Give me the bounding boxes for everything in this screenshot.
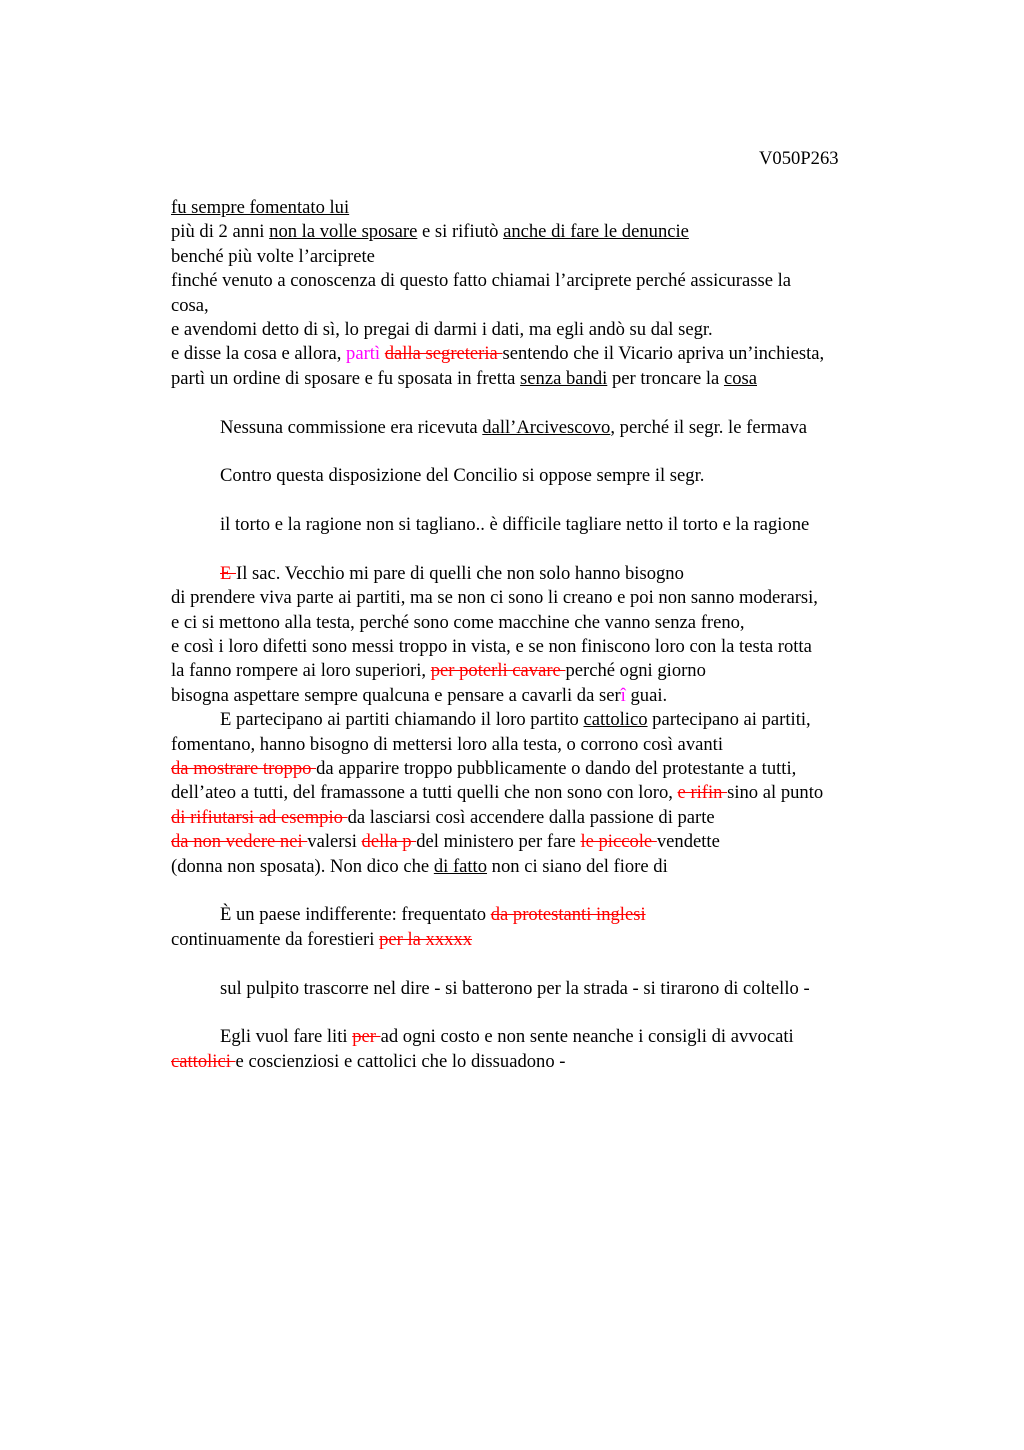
- text-segment: non ci siano del fiore di: [487, 855, 668, 877]
- text-segment: vendette: [656, 831, 720, 853]
- text-segment: cosa,: [171, 294, 209, 316]
- text-segment: , perché il segr. le fermava: [610, 416, 808, 438]
- deleted-text: da mostrare troppo: [171, 757, 317, 779]
- text-segment: per troncare la: [607, 367, 724, 389]
- text-segment: e si rifiutò: [417, 221, 504, 243]
- text-line: [171, 269, 906, 293]
- paragraph-gap: [171, 489, 906, 513]
- text-segment: guai.: [625, 684, 668, 706]
- text-segment: partì un ordine di sposare e fu sposata in fretta: [171, 367, 521, 389]
- text-segment: da lasciarsi così accendere dalla passione di parte: [347, 806, 715, 828]
- text-segment: e così i loro difetti sono messi troppo in vista, e se non finiscono loro con la testa rotta: [171, 636, 812, 658]
- deleted-text: per la xxxxx: [379, 928, 473, 950]
- text-segment: ad ogni costo e non sente neanche i consigli di avvocati: [380, 1026, 794, 1048]
- text-segment: fomentano, hanno bisogno di mettersi loro alla testa, o corrono così avanti: [171, 733, 723, 755]
- text-line: [171, 464, 906, 488]
- underlined-text: anche di fare le denuncie: [503, 221, 689, 243]
- text-segment: e avendomi detto di sì, lo pregai di darmi i dati, ma egli andò su dal segr.: [171, 318, 713, 340]
- text-segment: la fanno rompere ai loro superiori,: [171, 660, 431, 682]
- text-line: [171, 586, 906, 610]
- text-segment: benché più volte l’arciprete: [171, 245, 375, 267]
- text-line: [171, 294, 906, 318]
- text-line: [171, 513, 906, 537]
- text-line: [171, 733, 906, 757]
- deleted-text: e rifin: [677, 782, 728, 804]
- text-segment: sino al punto: [727, 782, 824, 804]
- paragraph-gap: [171, 1001, 906, 1025]
- text-line: [171, 196, 906, 220]
- text-segment: Nessuna commissione era ricevuta: [220, 416, 483, 438]
- deleted-text: di rifiutarsi ad esempio: [171, 806, 348, 828]
- text-segment: E partecipano ai partiti chiamando il loro partito: [220, 709, 584, 731]
- text-line: [171, 1050, 906, 1074]
- inserted-text: î: [620, 684, 626, 706]
- underlined-text: fu sempre fomentato lui: [171, 197, 350, 218]
- page-identifier: V050P263: [759, 148, 839, 169]
- deleted-text: per poterli cavare: [430, 660, 566, 682]
- text-line: [171, 1025, 906, 1049]
- deleted-text: per: [352, 1026, 381, 1048]
- text-line: [171, 220, 906, 244]
- text-line: [171, 367, 906, 391]
- text-line: [171, 830, 906, 854]
- underlined-text: cattolico: [583, 709, 648, 731]
- text-segment: e ci si mettono alla testa, perché sono come macchine che vanno senza freno,: [171, 611, 745, 633]
- text-segment: più di 2 anni: [171, 221, 270, 243]
- text-line: [171, 757, 906, 781]
- text-line: [171, 928, 906, 952]
- underlined-text: di fatto: [433, 855, 488, 877]
- paragraph-gap: [171, 879, 906, 903]
- text-segment: e disse la cosa e allora,: [171, 343, 347, 365]
- text-line: [171, 903, 906, 927]
- text-line: [171, 611, 906, 635]
- deleted-text: E: [220, 562, 237, 584]
- transcription-body: [171, 196, 906, 1074]
- text-line: [171, 659, 906, 683]
- paragraph-gap: [171, 391, 906, 415]
- deleted-text: da non vedere nei: [171, 831, 308, 853]
- text-segment: continuamente da forestieri: [171, 928, 380, 950]
- text-line: [171, 977, 906, 1001]
- text-segment: È un paese indifferente: frequentato: [220, 904, 491, 926]
- deleted-text: le piccole: [580, 831, 657, 853]
- text-line: [171, 855, 906, 879]
- inserted-text: partì: [346, 343, 381, 365]
- paragraph-gap: [171, 952, 906, 976]
- text-segment: del ministero per fare: [416, 831, 581, 853]
- text-segment: il torto e la ragione non si tagliano.. è difficile tagliare netto il torto e la ragione: [220, 514, 810, 536]
- underlined-text: senza bandi: [520, 367, 608, 389]
- deleted-text: cattolici: [171, 1050, 236, 1072]
- underlined-text: cosa: [723, 367, 757, 389]
- text-line: [171, 635, 906, 659]
- deleted-text: della p: [361, 831, 417, 853]
- text-line: [171, 416, 906, 440]
- text-line: [171, 806, 906, 830]
- text-line: [171, 684, 906, 708]
- text-segment: Contro questa disposizione del Concilio si oppose sempre il segr.: [220, 465, 705, 487]
- text-segment: e coscienziosi e cattolici che lo dissuadono -: [235, 1050, 566, 1072]
- text-segment: (donna non sposata). Non dico che: [171, 855, 434, 877]
- text-line: [171, 562, 906, 586]
- text-segment: partecipano ai partiti,: [647, 709, 811, 731]
- text-segment: da apparire troppo pubblicamente o dando del protestante a tutti,: [316, 757, 797, 779]
- text-segment: sentendo che il Vicario apriva un’inchiesta,: [502, 343, 825, 365]
- text-segment: perché ogni giorno: [565, 660, 706, 682]
- paragraph-gap: [171, 537, 906, 561]
- deleted-text: da protestanti inglesi: [490, 904, 646, 926]
- text-line: [171, 342, 906, 366]
- text-segment: bisogna aspettare sempre qualcuna e pensare a cavarli da ser: [171, 684, 621, 706]
- text-line: [171, 245, 906, 269]
- underlined-text: non la volle sposare: [269, 221, 418, 243]
- deleted-text: dalla segreteria: [384, 343, 503, 365]
- text-segment: Egli vuol fare liti: [220, 1026, 353, 1048]
- text-segment: valersi: [307, 831, 362, 853]
- text-segment: finché venuto a conoscenza di questo fatto chiamai l’arciprete perché assicurasse la: [171, 270, 792, 292]
- text-segment: dell’ateo a tutti, del framassone a tutti quelli che non sono con loro,: [171, 782, 678, 804]
- paragraph-gap: [171, 440, 906, 464]
- underlined-text: dall’Arcivescovo: [482, 416, 611, 438]
- text-segment: sul pulpito trascorre nel dire - si batterono per la strada - si tirarono di coltello -: [220, 977, 810, 999]
- text-segment: di prendere viva parte ai partiti, ma se non ci sono li creano e poi non sanno moderarsi,: [171, 587, 818, 609]
- text-line: [171, 708, 906, 732]
- text-line: [171, 318, 906, 342]
- text-segment: Il sac. Vecchio mi pare di quelli che non solo hanno bisogno: [236, 562, 684, 584]
- text-line: [171, 781, 906, 805]
